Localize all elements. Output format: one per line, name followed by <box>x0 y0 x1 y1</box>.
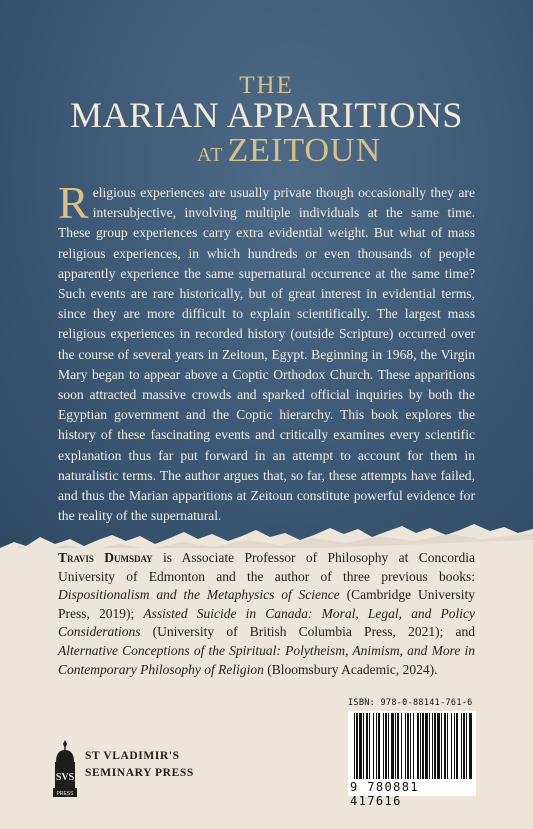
barcode-bar <box>378 713 380 779</box>
title-line-1: THE <box>239 72 294 99</box>
publisher-line-1: ST VLADIMIR'S <box>85 750 180 762</box>
barcode-bar <box>363 713 364 779</box>
bio-pub-1: (Cambridge University Press, 2019); <box>58 587 475 621</box>
barcode-bar <box>359 713 362 779</box>
isbn-label: ISBN: 978-0-88141-761-6 <box>348 698 473 708</box>
barcode-bars <box>348 711 476 781</box>
barcode-bar <box>432 713 433 779</box>
barcode-bar <box>391 713 394 779</box>
barcode-bar <box>417 713 419 779</box>
barcode-bar <box>395 713 396 779</box>
title-zeitoun: ZEITOUN <box>227 132 382 169</box>
bio-pub-2: (University of British Columbia Press, 2021); and <box>140 624 475 640</box>
barcode-bar <box>420 713 421 779</box>
barcode-bar <box>454 713 455 779</box>
publisher-name <box>85 748 194 782</box>
barcode-bar <box>466 713 467 779</box>
barcode-bar <box>463 713 465 779</box>
barcode-bar <box>354 713 355 779</box>
book-blurb <box>58 177 475 526</box>
title-at: AT <box>197 144 224 166</box>
barcode-bar <box>383 713 384 779</box>
barcode-bar <box>405 713 406 779</box>
barcode-bar <box>469 713 472 779</box>
barcode-bar <box>388 713 389 779</box>
barcode-bar <box>410 713 411 779</box>
barcode-digits: 9 780881 417616 <box>348 780 476 796</box>
barcode-bar <box>437 713 440 779</box>
title-line-3 <box>197 132 397 170</box>
bio-intro: is Associate Professor of Philosophy at Concordia University of Edmonton and the author of three previous books: <box>58 550 475 584</box>
blurb-text: eligious experiences are usually private though occasionally they are intersubjective, involving multiple individuals at the same time. These group experiences carry extra evidential weight. But what of mass religious experiences, in which hundreds or even thousands of people apparently experience the same supernatural occurrence at the same time? Such events are rare historically, but of great interest in evidential terms, since they are more difficult to explain scientifically. The largest mass religious experiences in recorded history (outside Scripture) occurred over the course of several years in Zeitoun, Egypt. Beginning in 1968, the Virgin Mary began to appear above a Coptic Orthodox Church. These apparitions soon attracted massive crowds and sparked official inquiries by both the Egyptian government and the Coptic hierarchy. This book explores the history of these fascinating events and critically examines every scientific explanation thus far put forward in an attempt to account for them in naturalistic terms. The author argues that, so far, these attempts have failed, and thus the Marian apparitions at Zeitoun constitute powerful evidence for the reality of the supernatural. <box>58 185 475 524</box>
barcode-bar <box>451 713 452 779</box>
barcode-bar <box>413 713 414 779</box>
barcode-bar <box>397 713 399 779</box>
barcode-bar <box>366 713 368 779</box>
book-title-1: Dispositionalism and the Metaphysics of Science <box>58 587 340 603</box>
barcode-bar <box>422 713 424 779</box>
author-name: Travis Dumsday <box>58 550 153 565</box>
publisher-line-2: SEMINARY PRESS <box>85 767 194 779</box>
barcode-bar <box>369 713 370 779</box>
title-line-2: MARIAN APPARITIONS <box>70 95 463 135</box>
barcode-bar <box>425 713 428 779</box>
svs-press-logo <box>52 740 78 798</box>
barcode-bar <box>434 713 436 779</box>
blurb-dropcap: R <box>58 177 89 228</box>
barcode-bar <box>429 713 430 779</box>
barcode-bar <box>356 713 358 779</box>
barcode-bar <box>461 713 462 779</box>
bio-pub-3: (Bloomsbury Academic, 2024). <box>263 661 438 677</box>
author-bio <box>58 549 475 679</box>
barcode-bar <box>447 713 448 779</box>
barcode-bar <box>373 713 374 779</box>
barcode-bar <box>407 713 409 779</box>
barcode-bar <box>385 713 387 779</box>
barcode-bar <box>444 713 446 779</box>
barcode-bar <box>376 713 377 779</box>
book-title-3: Alternative Conceptions of the Spiritual: Polytheism, Animism, and More in Contemporary Philosophy of Religion <box>58 642 475 677</box>
logo-sub: PRESS <box>56 791 74 797</box>
barcode-bar <box>456 713 458 779</box>
barcode-bar <box>401 713 402 779</box>
logo-monogram: SVS <box>55 772 75 783</box>
barcode-bar <box>441 713 442 779</box>
book-title-2: Assisted Suicide in Canada: Moral, Legal, and Policy Considerations <box>58 605 475 640</box>
